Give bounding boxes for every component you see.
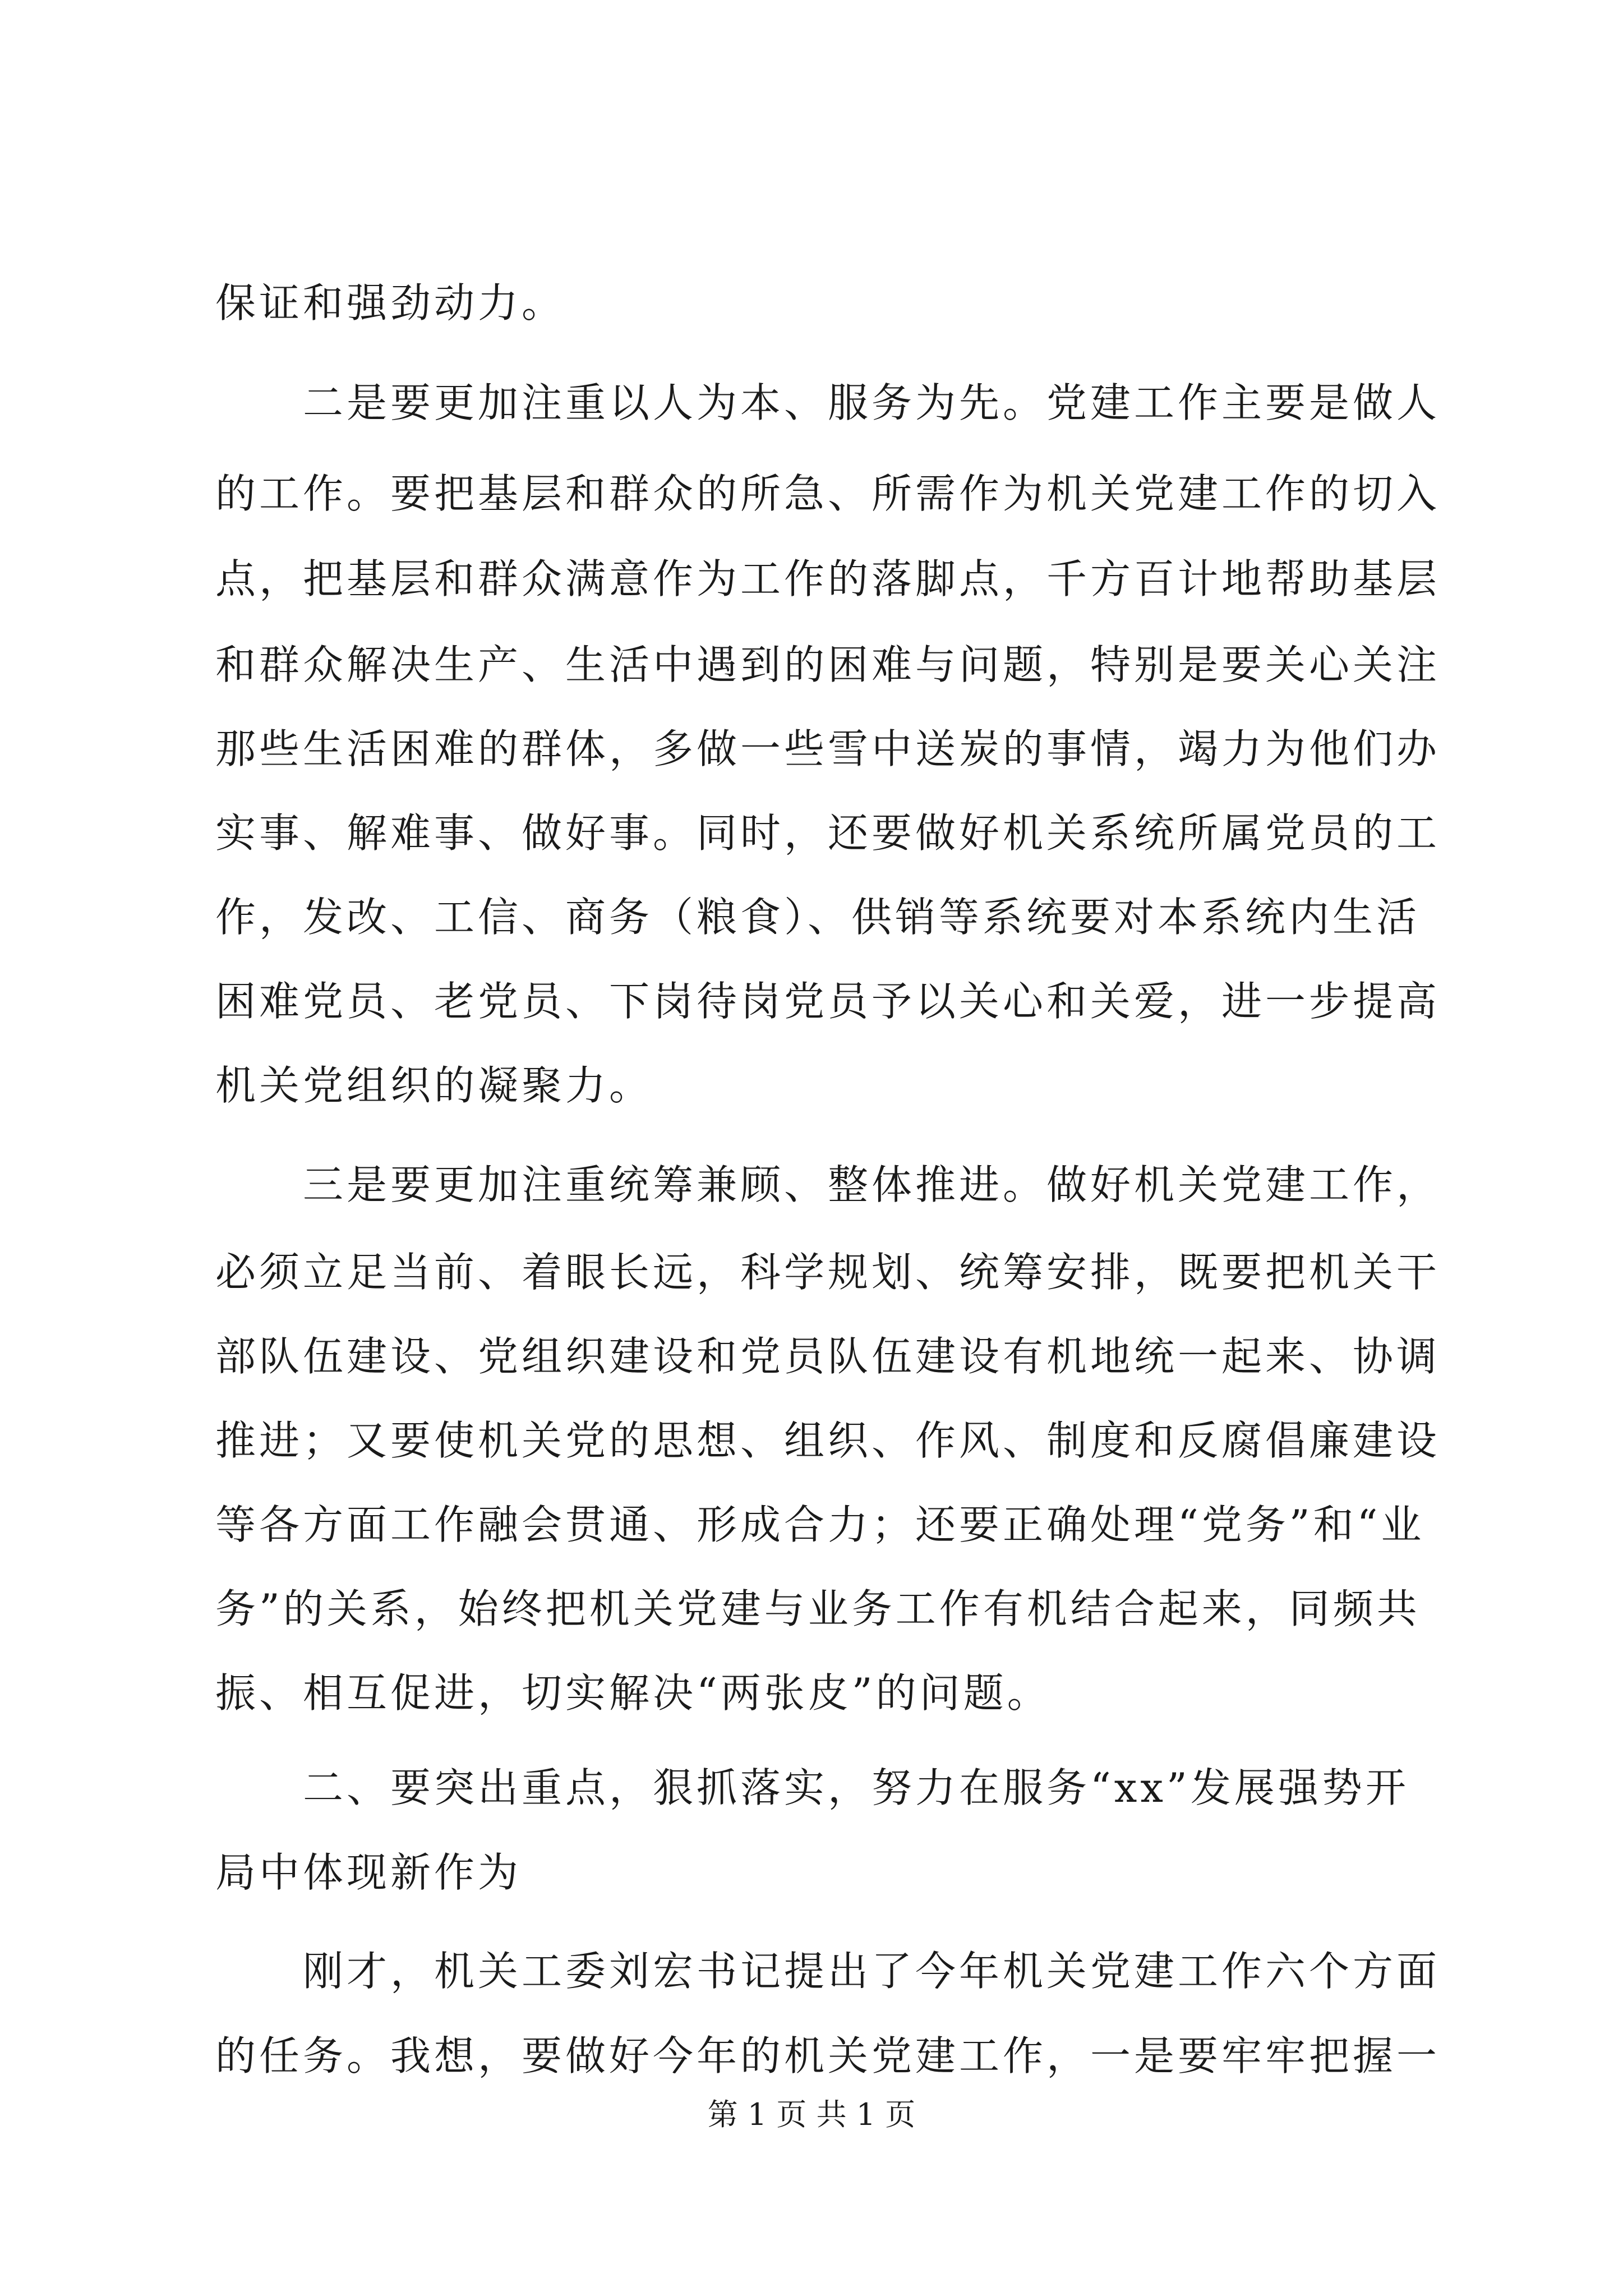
text-line: 点，把基层和群众满意作为工作的落脚点，千方百计地帮助基层	[215, 555, 1441, 602]
text-line: 刚才，机关工委刘宏书记提出了今年机关党建工作六个方面	[215, 1948, 1441, 1995]
page-footer: 第 1 页 共 1 页	[707, 2097, 916, 2132]
text-line: 作，发改、工信、商务（粮食）、供销等系统要对本系统内生活	[215, 894, 1421, 941]
text-line: 部队伍建设、党组织建设和党员队伍建设有机地统一起来、协调	[215, 1333, 1441, 1380]
text-line: 局中体现新作为	[215, 1849, 522, 1896]
text-line: 振、相互促进，切实解决“两张皮”的问题。	[215, 1669, 1051, 1717]
text-line: 保证和强劲动力。	[215, 279, 566, 326]
text-line: 那些生活困难的群体，多做一些雪中送炭的事情，竭力为他们办	[215, 725, 1441, 772]
text-line: 等各方面工作融会贯通、形成合力；还要正确处理“党务”和“业	[215, 1501, 1425, 1548]
text-line: 务”的关系，始终把机关党建与业务工作有机结合起来，同频共	[215, 1585, 1421, 1632]
text-line: 二、要突出重点，狠抓落实，努力在服务“xx”发展强势开	[215, 1764, 1409, 1811]
text-line: 三是要更加注重统筹兼顾、整体推进。做好机关党建工作，	[215, 1161, 1441, 1208]
text-line: 和群众解决生产、生活中遇到的困难与问题，特别是要关心关注	[215, 641, 1441, 688]
text-line: 机关党组织的凝聚力。	[215, 1062, 653, 1109]
text-line: 实事、解难事、做好事。同时，还要做好机关系统所属党员的工	[215, 809, 1441, 857]
text-line: 困难党员、老党员、下岗待岗党员予以关心和关爱，进一步提高	[215, 978, 1441, 1025]
text-line: 的工作。要把基层和群众的所急、所需作为机关党建工作的切入	[215, 470, 1441, 517]
text-line: 的任务。我想，要做好今年的机关党建工作，一是要牢牢把握一	[215, 2032, 1441, 2079]
text-line: 推进；又要使机关党的思想、组织、作风、制度和反腐倡廉建设	[215, 1417, 1441, 1464]
text-line: 必须立足当前、着眼长远，科学规划、统筹安排，既要把机关干	[215, 1249, 1441, 1296]
text-line: 二是要更加注重以人为本、服务为先。党建工作主要是做人	[215, 379, 1441, 426]
